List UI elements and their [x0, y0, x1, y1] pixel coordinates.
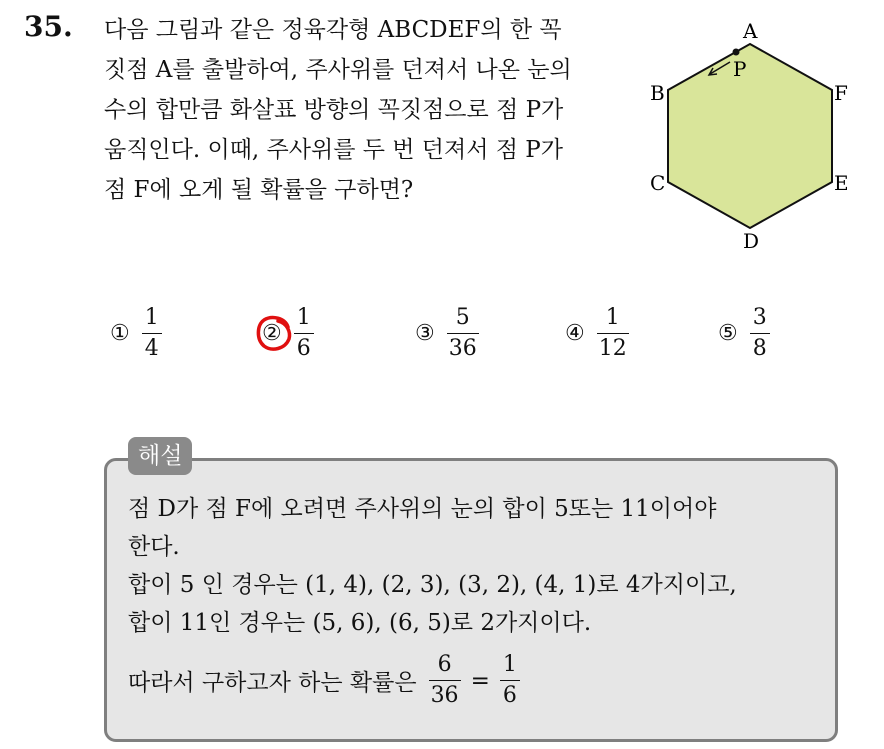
question-line: 점 F에 오게 될 확률을 구하면?	[104, 177, 414, 203]
hexagon-figure	[640, 14, 865, 259]
vertex-label-C: C	[650, 171, 666, 195]
vertex-label-B: B	[650, 81, 665, 105]
choice-fraction: $\frac{1}{12}$	[598, 305, 627, 361]
vertex-label-F: F	[834, 81, 848, 105]
solution-line: 합이 11인 경우는 (5, 6), (6, 5)로 2가지이다.	[128, 610, 592, 636]
final-fraction-1: $\frac{6}{36}$	[430, 652, 459, 708]
choice-5[interactable]	[718, 305, 770, 362]
vertex-label-A: A	[743, 19, 758, 43]
choice-fraction: $\frac{3}{8}$	[750, 305, 770, 362]
choice-fraction: $\frac{1}{4}$	[142, 305, 162, 362]
choice-4[interactable]	[565, 305, 629, 362]
question-line: 짓점 A를 출발하여, 주사위를 던져서 나온 눈의	[104, 57, 572, 83]
vertex-label-D: D	[743, 229, 760, 253]
choice-fraction: $\frac{5}{36}$	[448, 305, 477, 361]
choice-number: ②	[262, 321, 282, 346]
solution-text	[128, 490, 828, 642]
question-number: 35.	[24, 10, 73, 43]
solution-line: 합이 5 인 경우는 (1, 4), (2, 3), (3, 2), (4, 1)로 4가지이고,	[128, 572, 737, 598]
question-text	[104, 10, 634, 210]
solution-tag: 해설	[128, 437, 192, 475]
solution-final-line	[128, 652, 520, 709]
choice-number: ③	[415, 321, 435, 346]
solution-line: 한다.	[128, 534, 180, 560]
choice-2[interactable]	[262, 305, 314, 362]
choice-3[interactable]	[415, 305, 479, 362]
choice-number: ①	[110, 321, 130, 346]
answer-choices	[0, 305, 884, 375]
choice-number: ⑤	[718, 321, 738, 346]
final-text: 따라서 구하고자 하는 확률은	[128, 670, 417, 696]
label-P: P	[733, 57, 747, 81]
final-fraction-2: $\frac{1}{6}$	[500, 652, 520, 709]
solution-line: 점 D가 점 F에 오려면 주사위의 눈의 합이 5또는 11이어야	[128, 496, 717, 522]
question-line: 다음 그림과 같은 정육각형 ABCDEF의 한 꼭	[104, 17, 562, 43]
equals-sign: =	[470, 667, 490, 694]
question-line: 움직인다. 이때, 주사위를 두 번 던져서 점 P가	[104, 137, 563, 163]
vertex-label-E: E	[834, 171, 849, 195]
choice-1[interactable]	[110, 305, 162, 362]
selected-answer-mark	[254, 313, 294, 353]
point-p-dot	[733, 49, 740, 56]
question-line: 수의 합만큼 화살표 방향의 꼭짓점으로 점 P가	[104, 97, 564, 123]
hexagon-shape	[668, 44, 832, 228]
choice-fraction: $\frac{1}{6}$	[294, 305, 314, 362]
choice-number: ④	[565, 321, 585, 346]
